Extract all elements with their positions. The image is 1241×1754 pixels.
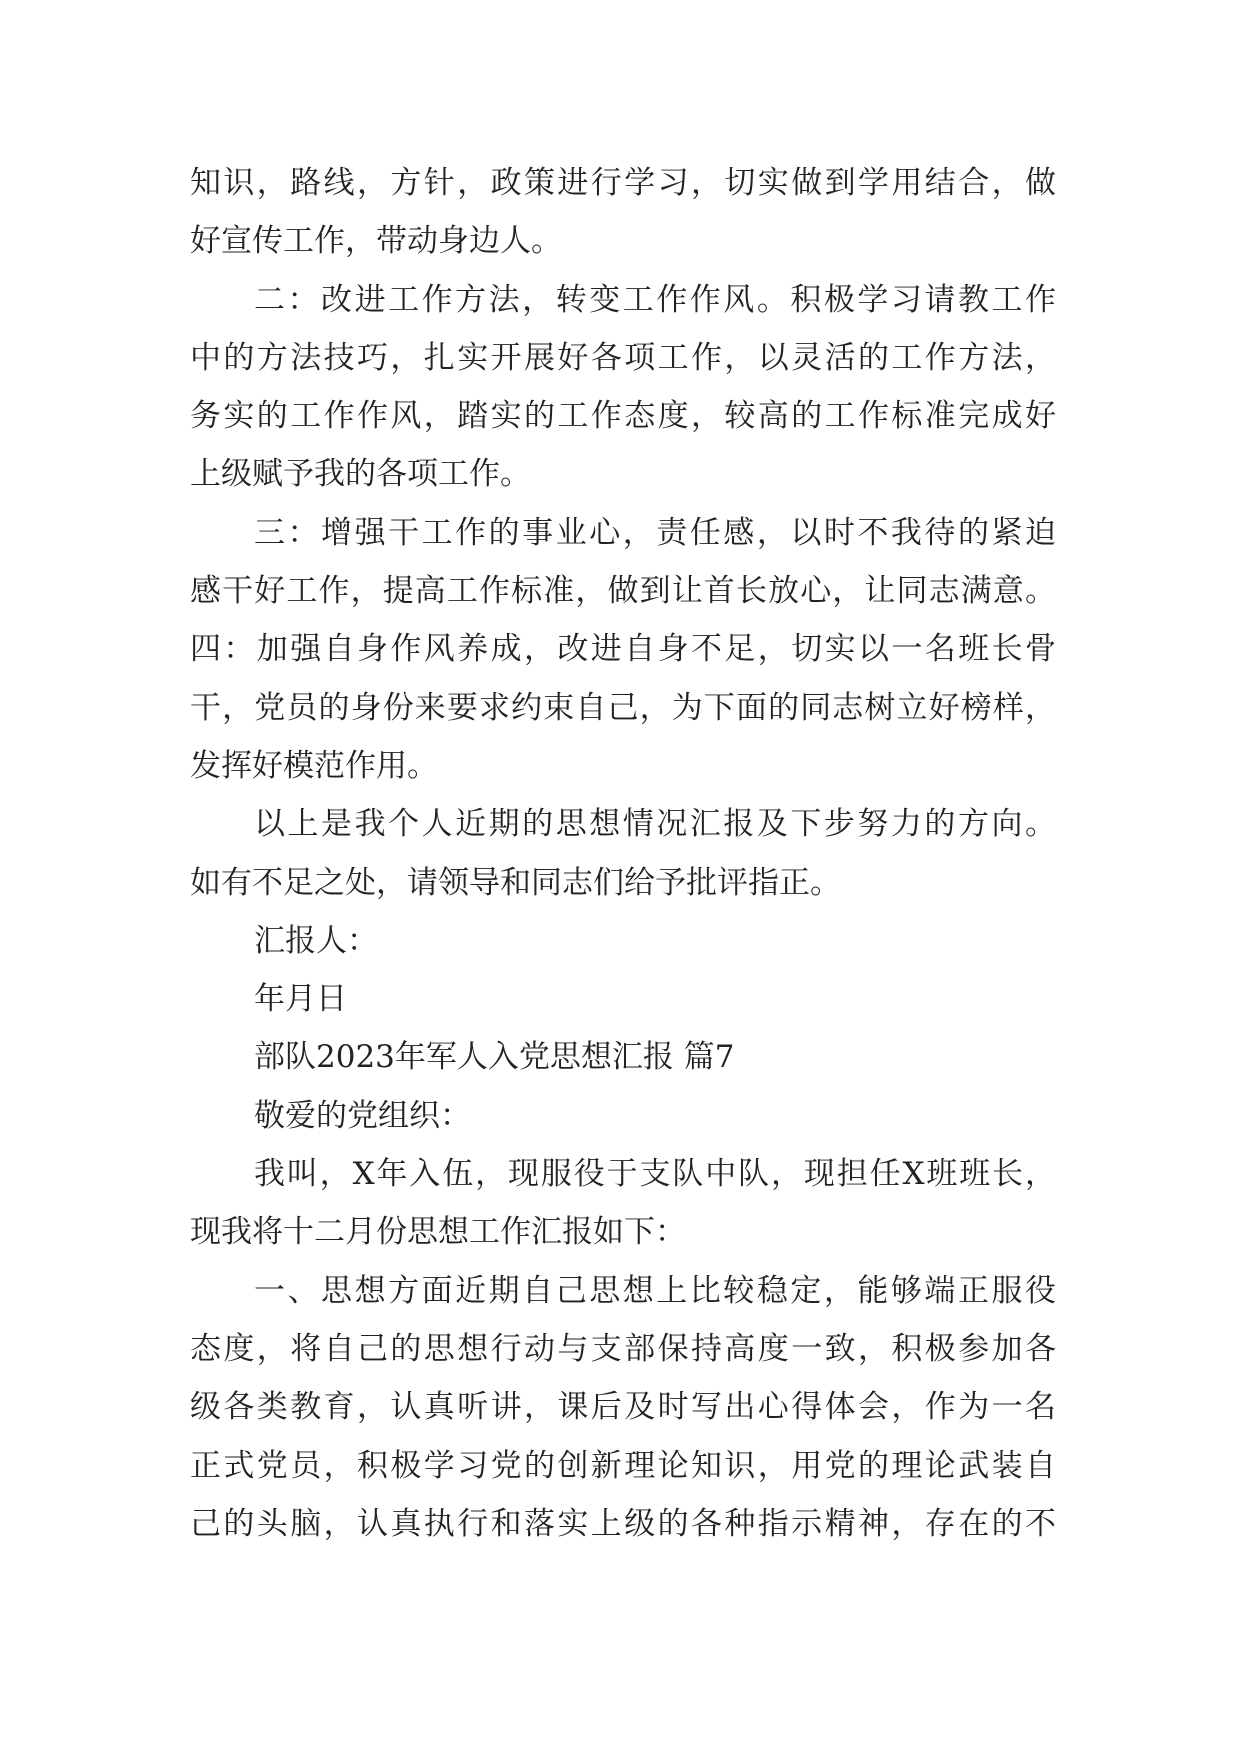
text-line: 年月日 [254,981,347,1018]
document-body [190,154,1056,1553]
text-line: 我叫，X年入伍，现服役于支队中队，现担任X班班长， [254,1156,1056,1193]
text-line: 中的方法技巧，扎实开展好各项工作，以灵活的工作方法， [190,339,1056,376]
text-line: 一、思想方面近期自己思想上比较稳定，能够端正服役 [254,1272,1056,1309]
text-line: 级各类教育，认真听讲，课后及时写出心得体会，作为一名 [190,1389,1056,1426]
text-line: 发挥好模范作用。 [190,747,438,784]
text-line: 知识，路线，方针，政策进行学习，切实做到学用结合，做 [190,165,1056,201]
text-line: 好宣传工作，带动身边人。 [190,223,562,260]
text-line: 务实的工作作风，踏实的工作态度，较高的工作标准完成好 [190,398,1056,435]
text-line: 敬爱的党组织： [254,1097,471,1134]
text-line: 上级赋予我的各项工作。 [190,456,531,493]
text-line: 四：加强自身作风养成，改进自身不足，切实以一名班长骨 [190,631,1056,668]
text-line: 态度，将自己的思想行动与支部保持高度一致，积极参加各 [190,1330,1056,1367]
text-line: 汇报人： [254,922,378,959]
text-line: 己的头脑，认真执行和落实上级的各种指示精神，存在的不 [190,1505,1056,1542]
text-line: 感干好工作，提高工作标准，做到让首长放心，让同志满意。 [190,573,1056,610]
text-line: 部队2023年军人入党思想汇报 篇7 [254,1039,735,1076]
text-line: 正式党员，积极学习党的创新理论知识，用党的理论武装自 [190,1447,1056,1484]
text-line: 二：改进工作方法，转变工作作风。积极学习请教工作 [254,281,1056,318]
text-line: 三：增强干工作的事业心，责任感，以时不我待的紧迫 [254,514,1056,551]
text-line: 现我将十二月份思想工作汇报如下： [190,1214,686,1251]
text-line: 干，党员的身份来要求约束自己，为下面的同志树立好榜样， [190,689,1056,726]
text-line: 以上是我个人近期的思想情况汇报及下步努力的方向。 [254,806,1056,843]
text-line: 如有不足之处，请领导和同志们给予批评指正。 [190,864,841,901]
